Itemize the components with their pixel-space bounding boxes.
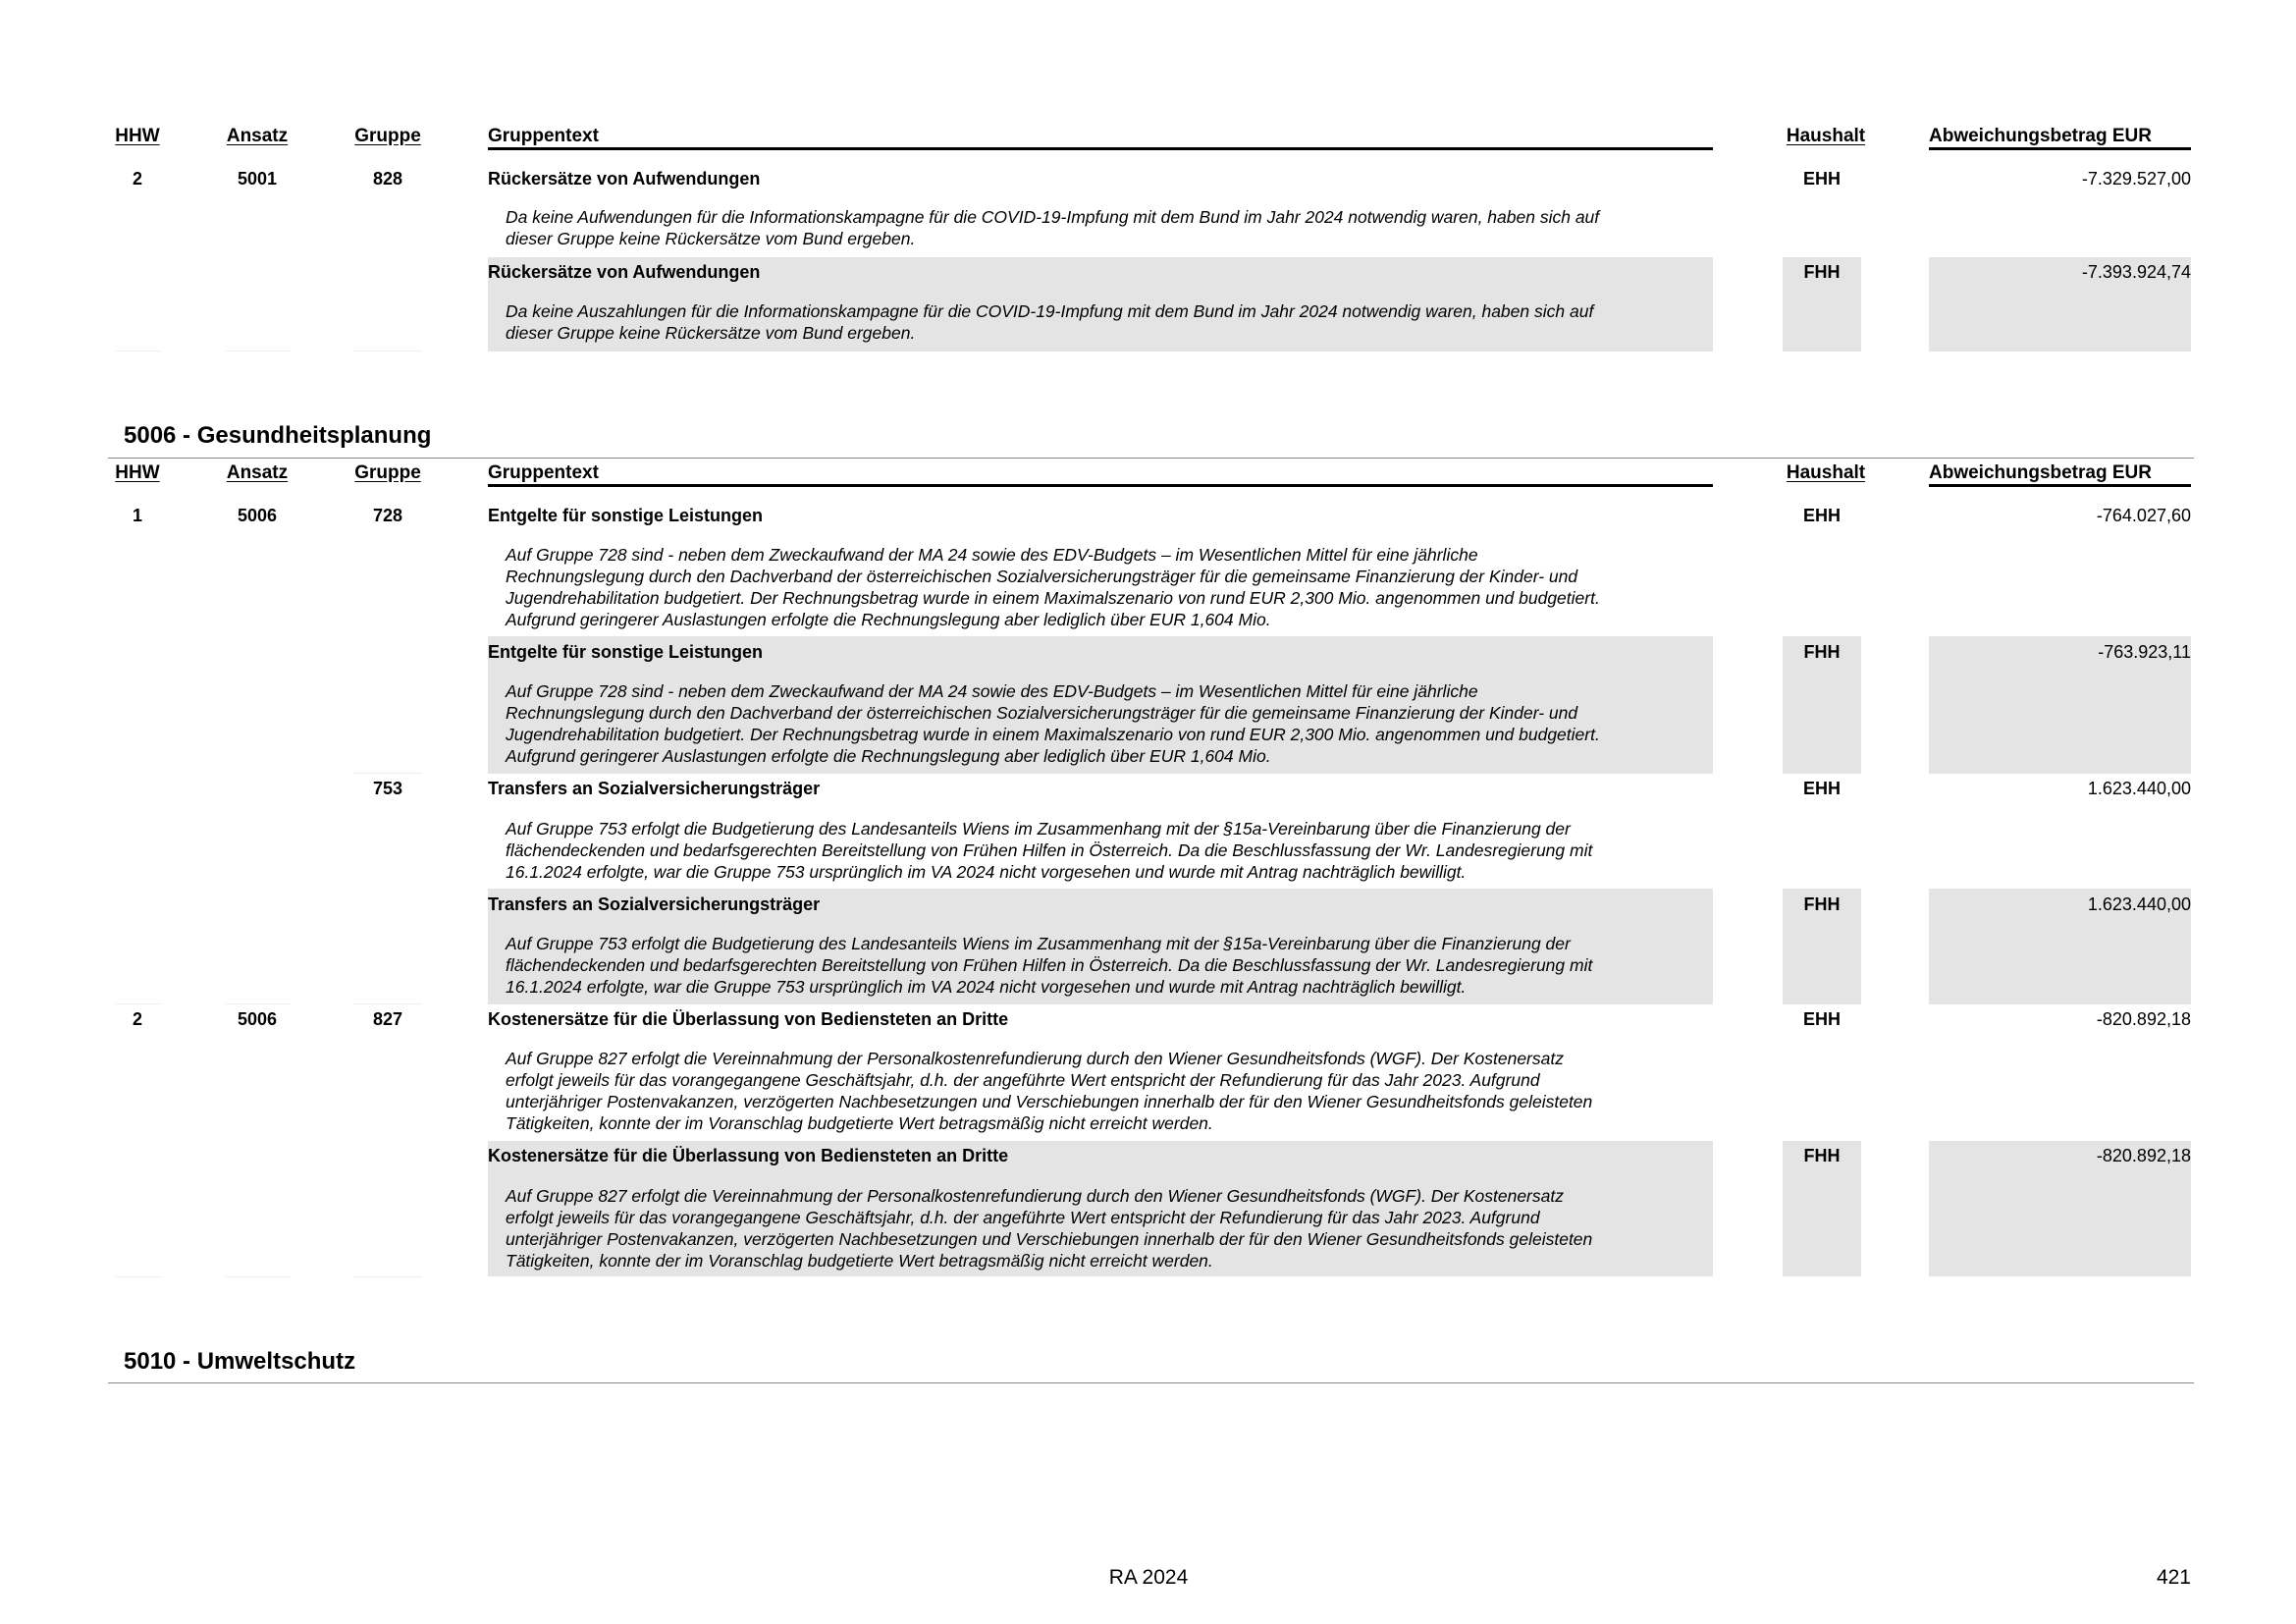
page-number: 421 [2156, 1566, 2191, 1589]
cell-gruppe: 827 [372, 1009, 403, 1029]
fhh-amount: -820.892,18 [2096, 1146, 2191, 1165]
header-hhw: HHW [115, 462, 160, 483]
separator [116, 351, 161, 352]
ehh-amount: -820.892,18 [2096, 1009, 2191, 1029]
ehh-description: Auf Gruppe 728 sind - neben dem Zweckaufwand der MA 24 sowie des EDV-Budgets – im Wesentlichen Mittel für eine jährliche Rechnungslegung durch den Dachverband der österreichischen Sozialversicherungsträger für die gemeinsame Finanzierung der Kinder- und Jugendrehabilitation budgetiert. Der Rechnungsbetrag wurde in einem Maximalszenario von rund EUR 2,300 Mio. angenommen und budgetiert. Aufgrund geringerer Auslastungen erfolgte die Rechnungslegung aber lediglich über EUR 1,604 Mio. [506, 545, 1600, 629]
header-betrag: Abweichungsbetrag EUR [1929, 126, 2152, 146]
cell-hhw: 1 [132, 506, 142, 525]
header-hhw: HHW [115, 126, 160, 146]
cell-hhw: 2 [132, 169, 142, 189]
fhh-amount: 1.623.440,00 [2087, 894, 2191, 914]
fhh-haushalt: FHH [1803, 262, 1841, 282]
fhh-haushalt: FHH [1803, 1146, 1841, 1165]
section-rule-5010 [108, 1382, 2194, 1383]
fhh-title: Entgelte für sonstige Leistungen [488, 642, 764, 662]
ehh-amount: -764.027,60 [2096, 506, 2191, 525]
section-rule-5006 [108, 458, 2194, 459]
separator [353, 773, 422, 774]
header-ansatz: Ansatz [226, 462, 289, 483]
fhh-description: Auf Gruppe 728 sind - neben dem Zweckaufwand der MA 24 sowie des EDV-Budgets – im Wesentlichen Mittel für eine jährliche Rechnungslegung durch den Dachverband der österreichischen Sozialversicherungsträger für die gemeinsame Finanzierung der Kinder- und Jugendrehabilitation budgetiert. Der Rechnungsbetrag wurde in einem Maximalszenario von rund EUR 2,300 Mio. angenommen und budgetiert. Aufgrund geringerer Auslastungen erfolgte die Rechnungslegung aber lediglich über EUR 1,604 Mio. [506, 681, 1600, 766]
ehh-title: Rückersätze von Aufwendungen [488, 169, 761, 189]
cell-ansatz: 5001 [237, 169, 278, 189]
header-gruppentext: Gruppentext [488, 462, 599, 483]
header-gruppentext-rule [488, 147, 1713, 150]
fhh-amount: -763.923,11 [2098, 642, 2191, 662]
separator [226, 1276, 291, 1277]
section-title-5006: 5006 - Gesundheitsplanung [124, 422, 432, 449]
cell-gruppe: 828 [372, 169, 403, 189]
header-ansatz: Ansatz [226, 126, 289, 146]
ehh-haushalt: EHH [1802, 506, 1841, 525]
fhh-haushalt: FHH [1803, 642, 1841, 662]
header-haushalt: Haushalt [1786, 126, 1866, 146]
fhh-amount: -7.393.924,74 [2081, 262, 2191, 282]
ehh-title: Kostenersätze für die Überlassung von Bediensteten an Dritte [488, 1009, 1009, 1029]
header-gruppe: Gruppe [354, 462, 421, 483]
separator [353, 351, 422, 352]
ehh-title: Transfers an Sozialversicherungsträger [488, 779, 821, 798]
ehh-title: Entgelte für sonstige Leistungen [488, 506, 764, 525]
ehh-haushalt: EHH [1802, 1009, 1841, 1029]
cell-hhw: 2 [132, 1009, 142, 1029]
header-betrag: Abweichungsbetrag EUR [1929, 462, 2152, 483]
separator [353, 1003, 422, 1004]
ehh-amount: 1.623.440,00 [2087, 779, 2191, 798]
footer-label: RA 2024 [1108, 1566, 1189, 1589]
ehh-amount: -7.329.527,00 [2081, 169, 2191, 189]
fhh-description: Auf Gruppe 753 erfolgt die Budgetierung des Landesanteils Wiens im Zusammenhang mit der §15a-Vereinbarung über die Finanzierung der flächendeckenden und bedarfsgerechten Bereitstellung von Frühen Hilfen in Österreich. Da die Beschlussfassung der Wr. Landesregierung mit 16.1.2024 erfolgte, war die Gruppe 753 ursprünglich im VA 2024 nicht vorgesehen und wurde mit Antrag nachträglich bewilligt. [506, 934, 1593, 997]
header-betrag-rule [1929, 484, 2191, 487]
ehh-haushalt: EHH [1802, 779, 1841, 798]
header-gruppentext: Gruppentext [488, 126, 599, 146]
separator [226, 351, 291, 352]
fhh-title: Kostenersätze für die Überlassung von Bediensteten an Dritte [488, 1146, 1009, 1165]
cell-ansatz: 5006 [237, 506, 278, 525]
header-betrag-rule [1929, 147, 2191, 150]
fhh-title: Rückersätze von Aufwendungen [488, 262, 761, 282]
header-gruppe: Gruppe [354, 126, 421, 146]
ehh-description: Da keine Aufwendungen für die Informationskampagne für die COVID-19-Impfung mit dem Bund im Jahr 2024 notwendig waren, haben sich auf dieser Gruppe keine Rückersätze vom Bund ergeben. [506, 207, 1600, 248]
ehh-haushalt: EHH [1802, 169, 1841, 189]
header-gruppentext-rule [488, 484, 1713, 487]
cell-ansatz: 5006 [237, 1009, 278, 1029]
fhh-haushalt: FHH [1803, 894, 1841, 914]
separator [116, 1003, 161, 1004]
fhh-description: Auf Gruppe 827 erfolgt die Vereinnahmung der Personalkostenrefundierung durch den Wiener Gesundheitsfonds (WGF). Der Kostenersatz erfolgt jeweils für das vorangegangene Geschäftsjahr, d.h. der angeführte Wert entspricht der Refundierung für das Jahr 2023. Aufgrund unterjähriger Postenvakanzen, verzögerten Nachbesetzungen und Verschiebungen innerhalb der für den Wiener Gesundheitsfonds geleisteten Tätigkeiten, konnte der im Voranschlag budgetierte Wert betragsmäßig nicht erreicht werden. [506, 1186, 1593, 1271]
cell-gruppe: 728 [372, 506, 403, 525]
cell-gruppe: 753 [372, 779, 403, 798]
separator [353, 1276, 422, 1277]
section-title-5010: 5010 - Umweltschutz [124, 1348, 356, 1375]
header-haushalt: Haushalt [1786, 462, 1866, 483]
ehh-description: Auf Gruppe 753 erfolgt die Budgetierung des Landesanteils Wiens im Zusammenhang mit der §15a-Vereinbarung über die Finanzierung der flächendeckenden und bedarfsgerechten Bereitstellung von Frühen Hilfen in Österreich. Da die Beschlussfassung der Wr. Landesregierung mit 16.1.2024 erfolgte, war die Gruppe 753 ursprünglich im VA 2024 nicht vorgesehen und wurde mit Antrag nachträglich bewilligt. [506, 819, 1593, 882]
ehh-description: Auf Gruppe 827 erfolgt die Vereinnahmung der Personalkostenrefundierung durch den Wiener Gesundheitsfonds (WGF). Der Kostenersatz erfolgt jeweils für das vorangegangene Geschäftsjahr, d.h. der angeführte Wert entspricht der Refundierung für das Jahr 2023. Aufgrund unterjähriger Postenvakanzen, verzögerten Nachbesetzungen und Verschiebungen innerhalb der für den Wiener Gesundheitsfonds geleisteten Tätigkeiten, konnte der im Voranschlag budgetierte Wert betragsmäßig nicht erreicht werden. [506, 1049, 1593, 1133]
separator [116, 1276, 161, 1277]
separator [226, 1003, 291, 1004]
fhh-description: Da keine Auszahlungen für die Informationskampagne für die COVID-19-Impfung mit dem Bund im Jahr 2024 notwendig waren, haben sich auf dieser Gruppe keine Rückersätze vom Bund ergeben. [506, 301, 1594, 343]
fhh-title: Transfers an Sozialversicherungsträger [488, 894, 821, 914]
